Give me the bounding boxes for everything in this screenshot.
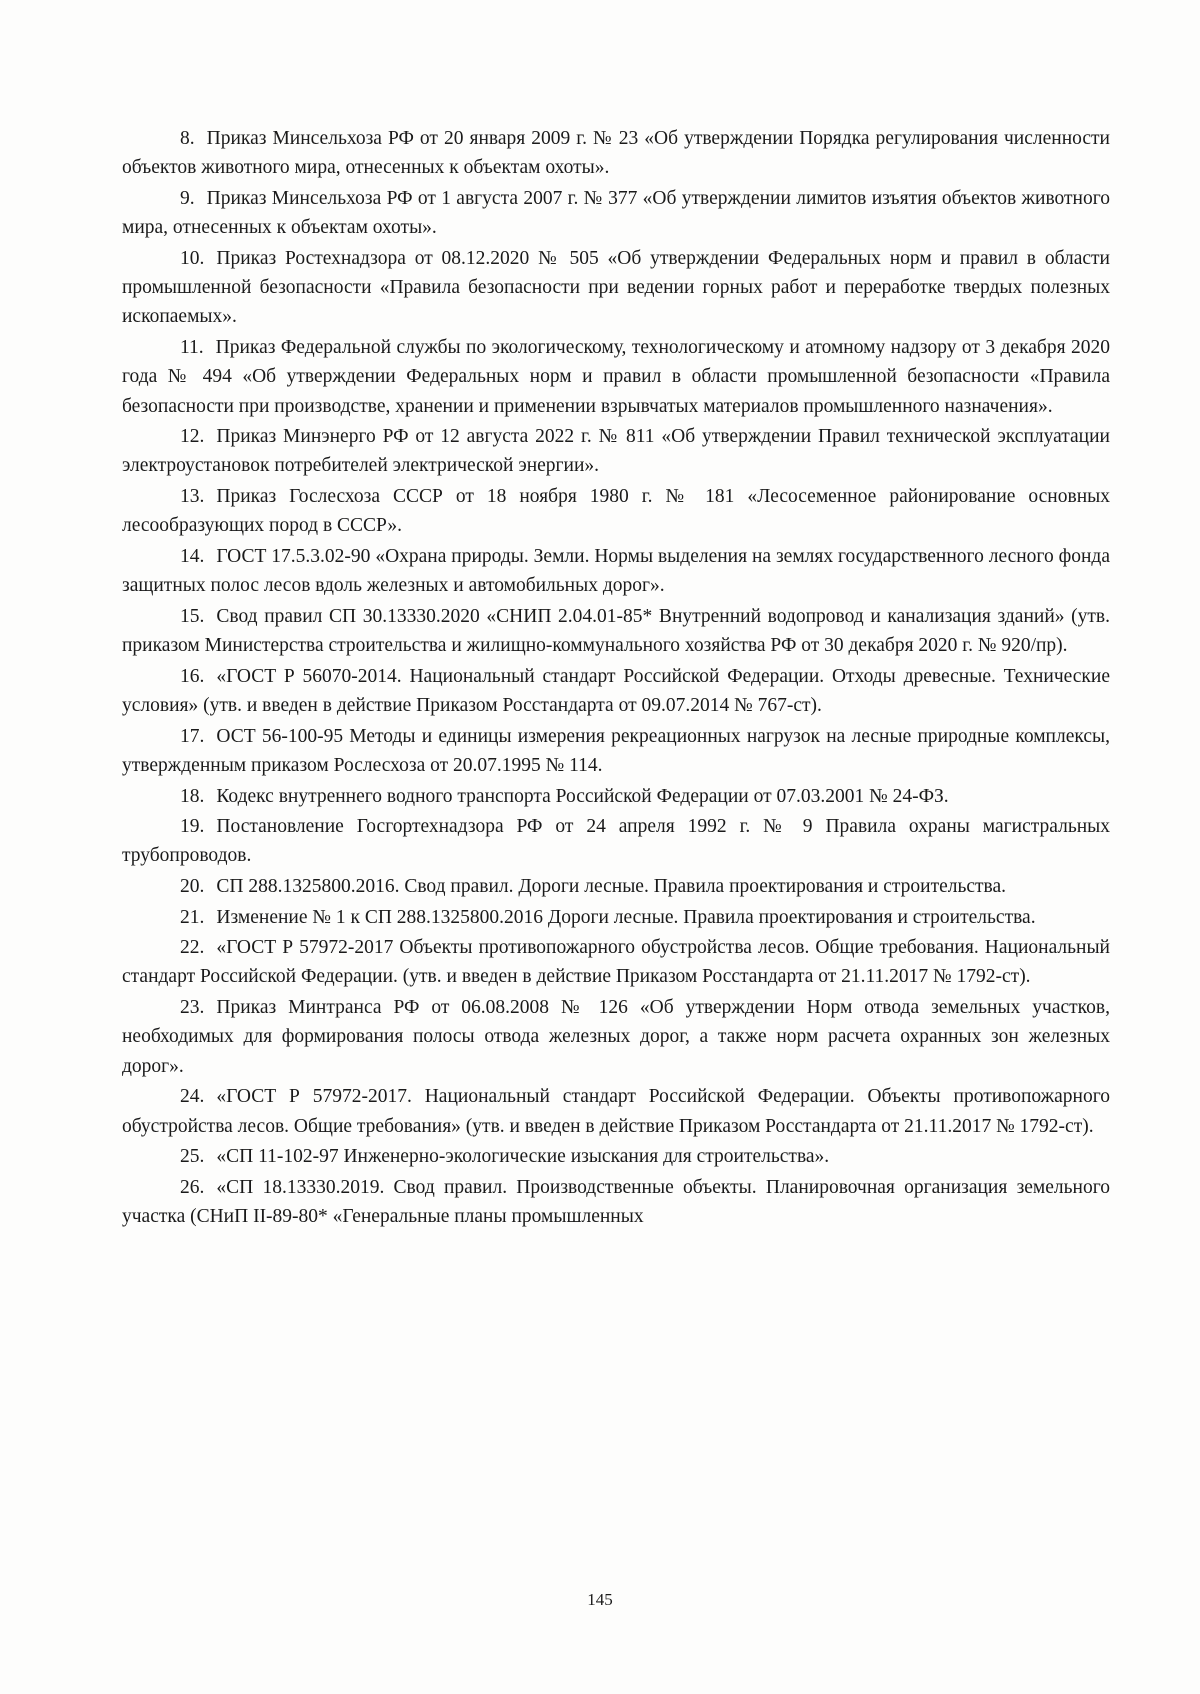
item-number: 8. [180, 128, 195, 149]
item-number: 26. [180, 1176, 205, 1198]
list-item [122, 422, 1110, 481]
item-number: 10. [180, 247, 205, 269]
item-text: Приказ Минэнерго РФ от 12 августа 2022 г. № 811 «Об утверждении Правил технической эксплуатации электроустановок потребителей электрической энергии». [122, 426, 1110, 477]
list-item [122, 124, 1110, 183]
item-number: 16. [180, 665, 205, 687]
item-number: 9. [180, 187, 195, 209]
item-number: 12. [180, 426, 205, 448]
list-item [122, 782, 1110, 811]
item-number: 11. [180, 336, 204, 358]
item-number: 20. [180, 875, 205, 897]
list-item [122, 602, 1110, 661]
list-item [122, 1173, 1110, 1232]
item-text: ГОСТ 17.5.3.02-90 «Охрана природы. Земли. Нормы выделения на землях государственного лесного фонда защитных полос лесов вдоль железных и автомобильных дорог». [122, 545, 1110, 597]
item-text: Изменение № 1 к СП 288.1325800.2016 Дороги лесные. Правила проектирования и строительства. [216, 906, 1036, 928]
item-text: СП 288.1325800.2016. Свод правил. Дороги лесные. Правила проектирования и строительства. [216, 875, 1007, 897]
item-text: Приказ Минсельхоза РФ от 1 августа 2007 г. № 377 «Об утверждении лимитов изъятия объектов животного мира, отнесенных к объектам охоты». [122, 187, 1110, 239]
item-number: 25. [180, 1146, 205, 1168]
item-number: 13. [180, 486, 205, 508]
item-number: 17. [180, 725, 205, 747]
item-number: 14. [180, 545, 205, 567]
item-text: Приказ Минтранса РФ от 06.08.2008 № 126 «Об утверждении Норм отвода земельных участков, необходимых для формирования полосы отвода железных дорог, а также норм расчета охранных зон железных дорог». [122, 997, 1110, 1077]
list-item [122, 482, 1110, 541]
list-item [122, 872, 1110, 901]
item-text: «СП 18.13330.2019. Свод правил. Производственные объекты. Планировочная организация земельного участка (СНиП II-89-80* «Генеральные планы промышленных [122, 1176, 1110, 1228]
list-item [122, 184, 1110, 243]
list-item [122, 333, 1110, 421]
list-item [122, 542, 1110, 601]
list-item [122, 722, 1110, 781]
item-text: Приказ Ростехнадзора от 08.12.2020 № 505 «Об утверждении Федеральных норм и правил в области промышленной безопасности «Правила безопасности при ведении горных работ и переработке твердых полезных ископаемых». [122, 247, 1110, 328]
item-number: 15. [180, 605, 205, 627]
item-text: «ГОСТ Р 56070-2014. Национальный стандарт Российской Федерации. Отходы древесные. Технические условия» (утв. и введен в действие Приказом Росстандарта от 09.07.2014 № 767-ст). [122, 665, 1110, 717]
item-text: Приказ Федеральной службы по экологическому, технологическому и атомному надзору от 3 декабря 2020 года № 494 «Об утверждении Федеральных норм и правил в области промышленной безопасности «Правила безопасности при производстве, хранении и применении взрывчатых материалов промышленного назначения». [122, 336, 1110, 417]
list-item [122, 933, 1110, 992]
item-number: 22. [180, 937, 205, 959]
item-text: Кодекс внутреннего водного транспорта Российской Федерации от 07.03.2001 № 24-ФЗ. [216, 785, 949, 807]
item-number: 24. [180, 1086, 205, 1108]
item-number: 23. [180, 997, 205, 1019]
item-number: 19. [180, 816, 205, 838]
list-item [122, 903, 1110, 932]
list-item [122, 244, 1110, 332]
item-number: 18. [180, 785, 205, 807]
list-item [122, 662, 1110, 721]
list-item [122, 1082, 1110, 1141]
item-text: Приказ Гослесхоза СССР от 18 ноября 1980 г. № 181 «Лесосеменное районирование основных лесообразующих пород в СССР». [122, 486, 1110, 537]
page-number: 145 [587, 1590, 613, 1609]
reference-list [122, 124, 1110, 1233]
item-number: 21. [180, 906, 205, 928]
item-text: «ГОСТ Р 57972-2017. Национальный стандарт Российской Федерации. Объекты противопожарного обустройства лесов. Общие требования» (утв. и введен в действие Приказом Росстандарта от 21.11.2017 № 1792-ст). [122, 1086, 1110, 1137]
item-text: «ГОСТ Р 57972-2017 Объекты противопожарного обустройства лесов. Общие требования. Национальный стандарт Российской Федерации. (утв. и введен в действие Приказом Росстандарта от 21.11.2017 № 1792-ст). [122, 937, 1110, 988]
item-text: «СП 11-102-97 Инженерно-экологические изыскания для строительства». [216, 1146, 830, 1168]
item-text: Свод правил СП 30.13330.2020 «СНИП 2.04.01-85* Внутренний водопровод и канализация зданий» (утв. приказом Министерства строительства и жилищно-коммунального хозяйства РФ от 30 декабря 2020 г. № 920/пр). [122, 605, 1110, 657]
list-item [122, 1142, 1110, 1171]
item-text: Постановление Госгортехнадзора РФ от 24 апреля 1992 г. № 9 Правила охраны магистральных трубопроводов. [122, 816, 1110, 867]
item-text: ОСТ 56-100-95 Методы и единицы измерения рекреационных нагрузок на лесные природные комплексы, утвержденным приказом Рослесхоза от 20.07.1995 № 114. [122, 725, 1110, 776]
item-text: Приказ Минсельхоза РФ от 20 января 2009 г. № 23 «Об утверждении Порядка регулирования численности объектов животного мира, отнесенных к объектам охоты». [122, 128, 1110, 179]
list-item [122, 812, 1110, 871]
list-item [122, 993, 1110, 1081]
